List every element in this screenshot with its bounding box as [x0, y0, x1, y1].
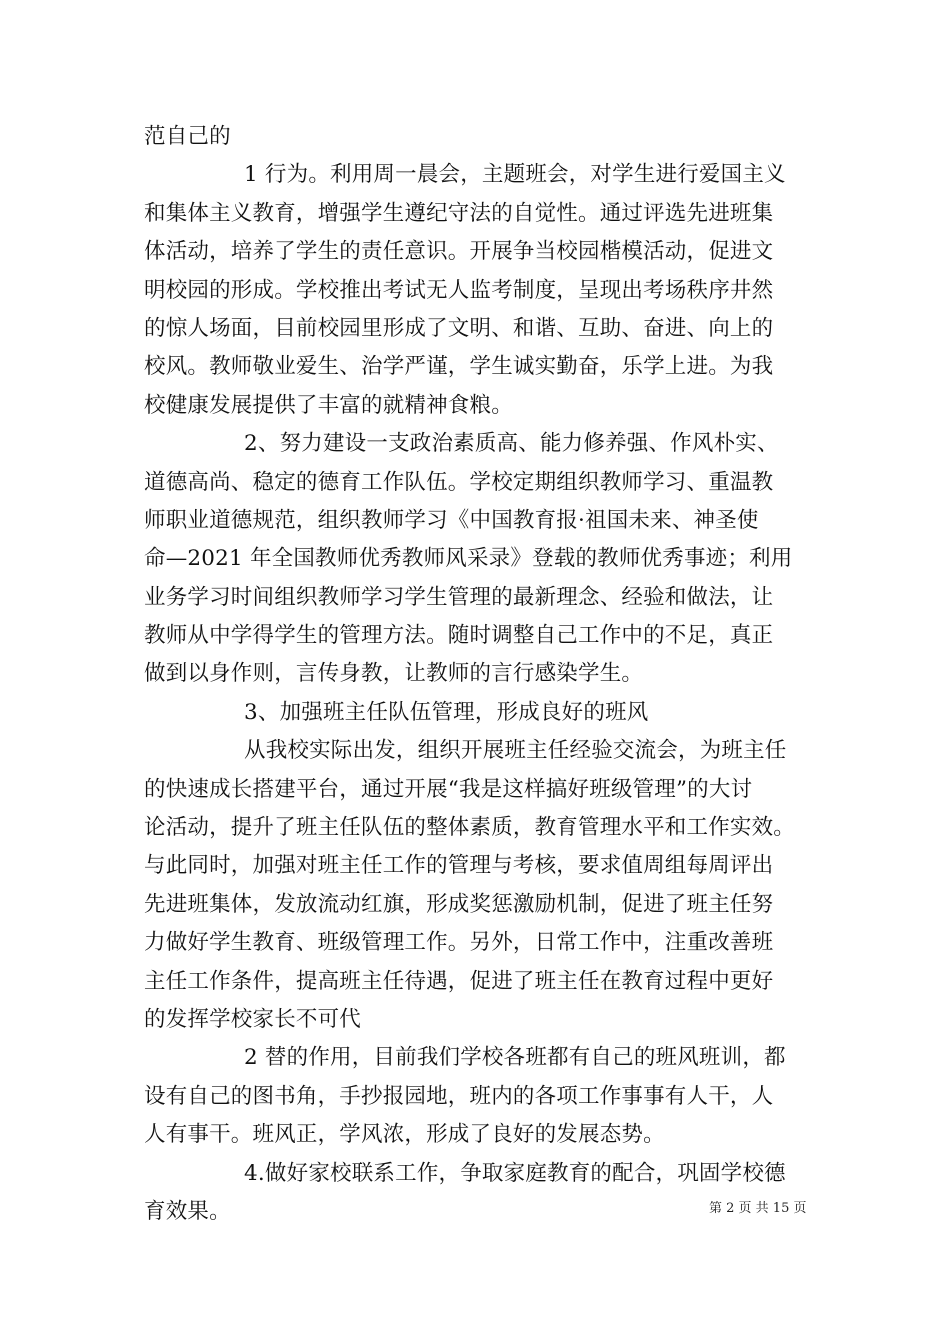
text-line: 明校园的形成。学校推出考试无人监考制度，呈现出考场秩序井然: [144, 277, 774, 303]
text-line: 和集体主义教育，增强学生遵纪守法的自觉性。通过评选先进班集: [144, 200, 774, 226]
text-line: 做到以身作则，言传身教，让教师的言行感染学生。: [144, 661, 644, 687]
text-line: 力做好学生教育、班级管理工作。另外，日常工作中，注重改善班: [144, 930, 774, 956]
section-heading: 3、加强班主任队伍管理，形成良好的班风: [244, 699, 649, 725]
text-line: 2 替的作用，目前我们学校各班都有自己的班风班训，都: [244, 1045, 786, 1071]
text-line: 教师从中学得学生的管理方法。随时调整自己工作中的不足，真正: [144, 623, 774, 649]
text-line: 业务学习时间组织教师学习学生管理的最新理念、经验和做法，让: [144, 584, 774, 610]
text-line: 主任工作条件，提高班主任待遇，促进了班主任在教育过程中更好: [144, 968, 774, 994]
document-body: [144, 118, 808, 1231]
text-line: 1 行为。利用周一晨会，主题班会，对学生进行爱国主义: [244, 162, 786, 188]
text-line: 先进班集体，发放流动红旗，形成奖惩激励机制，促进了班主任努: [144, 891, 774, 917]
text-line: 论活动，提升了班主任队伍的整体素质，教育管理水平和工作实效。: [144, 815, 796, 841]
section-heading: 4.做好家校联系工作，争取家庭教育的配合，巩固学校德: [244, 1160, 786, 1186]
text-line: 校健康发展提供了丰富的就精神食粮。: [144, 392, 513, 418]
text-line: 校风。教师敬业爱生、治学严谨，学生诚实勤奋，乐学上进。为我: [144, 354, 774, 380]
text-line: 设有自己的图书角，手抄报园地，班内的各项工作事事有人干，人: [144, 1083, 774, 1109]
text-line: 的快速成长搭建平台，通过开展“我是这样搞好班级管理”的大讨: [144, 776, 753, 802]
page-number: 第 2 页 共 15 页: [709, 1201, 807, 1216]
text-line: 的惊人场面，目前校园里形成了文明、和谐、互助、奋进、向上的: [144, 315, 774, 341]
text-line: 师职业道德规范，组织教师学习《中国教育报·祖国未来、神圣使: [144, 507, 759, 533]
text-line: 道德高尚、稳定的德育工作队伍。学校定期组织教师学习、重温教: [144, 469, 774, 495]
text-line: 命—2021 年全国教师优秀教师风采录》登载的教师优秀事迹；利用: [144, 546, 793, 572]
text-line: 范自己的: [144, 124, 231, 149]
text-line: 人有事干。班风正，学风浓，形成了良好的发展态势。: [144, 1122, 665, 1148]
text-line: 与此同时，加强对班主任工作的管理与考核，要求值周组每周评出: [144, 853, 774, 879]
text-line: 体活动，培养了学生的责任意识。开展争当校园楷模活动，促进文: [144, 239, 774, 265]
text-line: 从我校实际出发，组织开展班主任经验交流会，为班主任: [244, 738, 787, 764]
text-line: 2、努力建设一支政治素质高、能力修养强、作风朴实、: [244, 431, 779, 457]
text-line: 的发挥学校家长不可代: [144, 1006, 362, 1032]
text-line: 育效果。: [144, 1198, 231, 1224]
